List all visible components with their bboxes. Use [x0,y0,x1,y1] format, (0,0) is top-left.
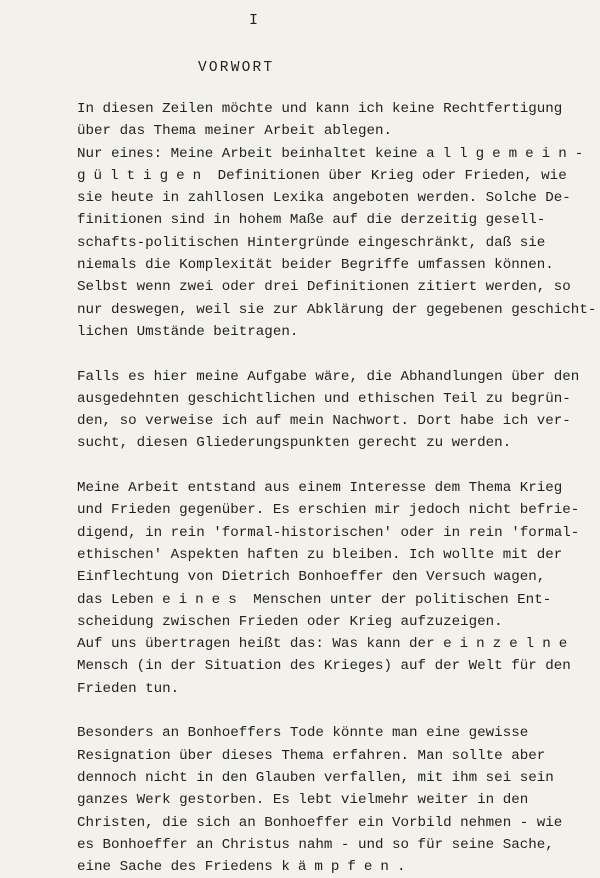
text-line: lichen Umstände beitragen. [77,323,299,340]
text-line: Besonders an Bonhoeffers Tode könnte man eine gewisse [77,725,529,742]
paragraph [77,722,587,878]
paragraph [77,98,597,343]
text-line: Selbst wenn zwei oder drei Definitionen zitiert werden, so [77,279,571,296]
emphasized-word: eines [162,591,245,608]
text-line: Falls es hier meine Aufgabe wäre, die Abhandlungen über den [77,368,580,385]
text-line: sucht, diesen Gliederungspunkten gerecht zu werden. [77,435,512,452]
paragraph-gap [77,343,587,365]
text-line: Auf uns übertragen heißt das: Was kann der einzelne [77,636,576,653]
text-line: Frieden tun. [77,680,180,697]
text-line: und Frieden gegenüber. Es erschien mir jedoch nicht befrie- [77,502,580,519]
text-line: über das Thema meiner Arbeit ablegen. [77,123,393,140]
text-line: nur deswegen, weil sie zur Abklärung der gegebenen geschicht- [77,301,597,318]
text-line: das Leben eines Menschen unter der politischen Ent- [77,591,552,608]
text-line: ausgedehnten geschichtlichen und ethischen Teil zu begrün- [77,390,571,407]
text-line: schafts-politischen Hintergründe eingeschränkt, daß sie [77,234,546,251]
page-title: VORWORT [198,60,275,76]
text-line: eine Sache des Friedens kämpfen. [77,859,406,876]
text-line: Christen, die sich an Bonhoeffer ein Vorbild nehmen - wie [77,814,563,831]
text-line: ethischen' Aspekten haften zu bleiben. Ich wollte mit der [77,546,563,563]
text-line: Nur eines: Meine Arbeit beinhaltet keine allgemein- [77,145,592,162]
paragraph-gap [77,455,587,477]
text-line: finitionen sind in hohem Maße auf die derzeitig gesell- [77,212,546,229]
text-line: scheidung zwischen Frieden oder Krieg aufzuzeigen. [77,613,503,630]
text-line: Mensch (in der Situation des Krieges) auf der Welt für den [77,658,571,675]
body-text [77,98,597,878]
text-line: Einflechtung von Dietrich Bonhoeffer den Versuch wagen, [77,569,546,586]
text-line: dennoch nicht in den Glauben verfallen, mit ihm sei sein [77,769,554,786]
text-line: Meine Arbeit entstand aus einem Interesse dem Thema Krieg [77,480,563,497]
paragraph [77,477,587,700]
text-line: gültigen Definitionen über Krieg oder Frieden, wie [77,167,567,184]
paragraph [77,366,587,455]
text-line: es Bonhoeffer an Christus nahm - und so für seine Sache, [77,836,554,853]
text-line: niemals die Komplexität beider Begriffe umfassen können. [77,257,554,274]
text-line: den, so verweise ich auf mein Nachwort. Dort habe ich ver- [77,413,571,430]
text-line: Resignation über dieses Thema erfahren. Man sollte aber [77,747,546,764]
emphasized-word: kämpfen [281,859,397,876]
emphasized-word: einzelne [443,636,576,653]
text-line: ganzes Werk gestorben. Es lebt vielmehr weiter in den [77,792,529,809]
emphasized-word: gültigen [77,167,210,184]
text-line: In diesen Zeilen möchte und kann ich keine Rechtfertigung [77,101,563,117]
text-line: sie heute in zahllosen Lexika angeboten werden. Solche De- [77,190,571,207]
page-number: I [249,12,259,29]
paragraph-gap [77,700,587,722]
text-line: digend, in rein 'formal-historischen' oder in rein 'formal- [77,524,580,541]
emphasized-word: allgemein- [426,145,592,162]
